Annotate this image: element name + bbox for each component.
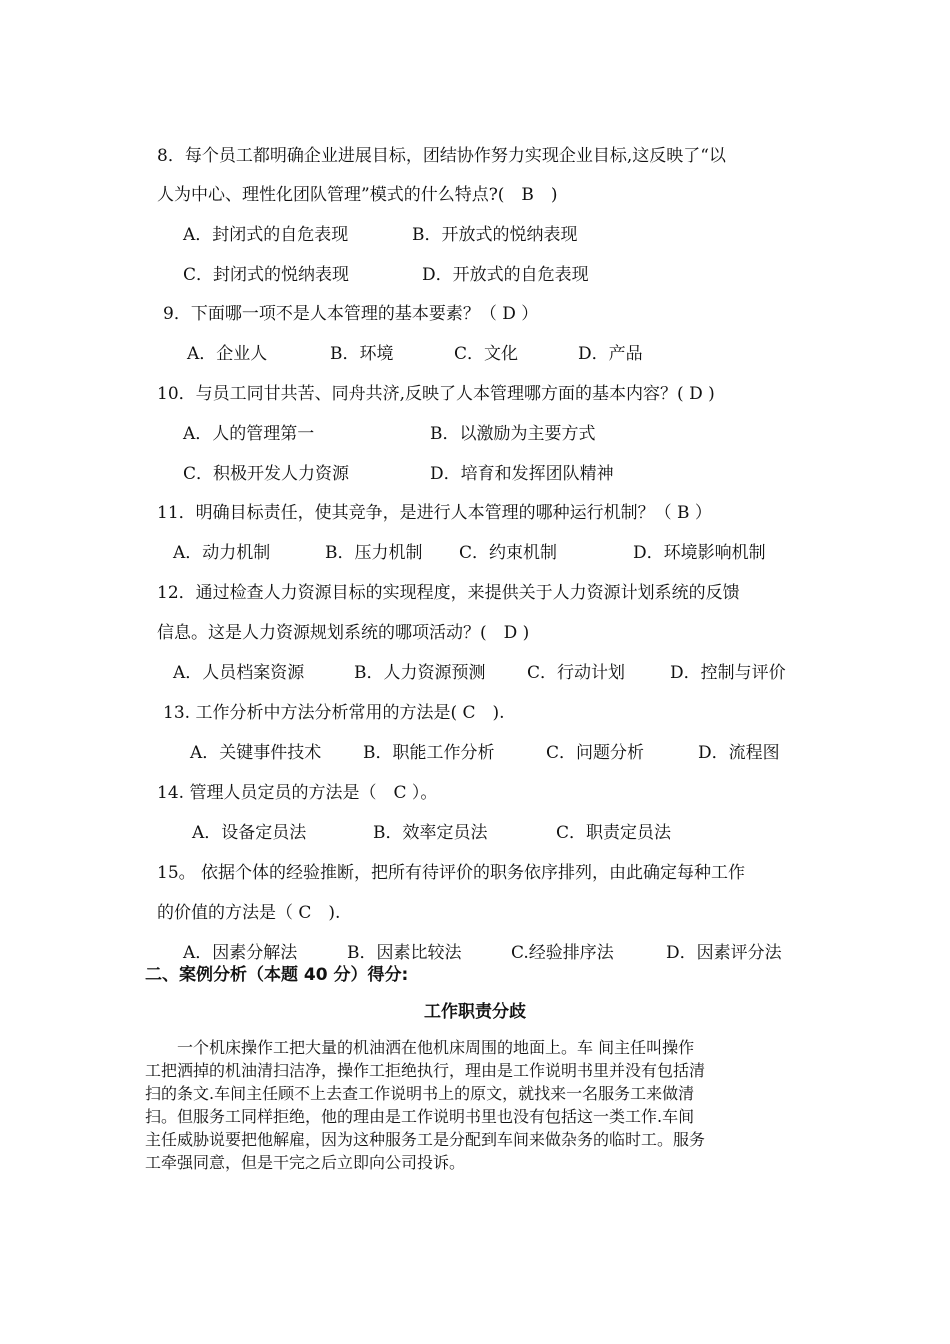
question-11-option-d: D．环境影响机制 — [633, 543, 766, 563]
section-heading: 二、案例分析（本题 40 分）得分: — [145, 965, 409, 985]
question-10-option-c: C．积极开发人力资源 — [183, 464, 350, 484]
case-paragraph-line: 扫。但服务工同样拒绝，他的理由是工作说明书里也没有包括这一类工作.车间 — [145, 1107, 695, 1126]
case-title: 工作职责分歧 — [424, 1002, 526, 1022]
question-13-option-c: C．问题分析 — [546, 743, 645, 763]
question-12-line-1: 12．通过检查人力资源目标的实现程度，来提供关于人力资源计划系统的反馈 — [157, 583, 740, 603]
question-15-option-a: A．因素分解法 — [183, 943, 298, 963]
question-13-option-d: D．流程图 — [698, 743, 780, 763]
question-8-line-2: 人为中心、理性化团队管理”模式的什么特点?( B ) — [157, 185, 558, 205]
case-paragraph-line: 工牵强同意，但是干完之后立即向公司投诉。 — [145, 1153, 466, 1172]
case-paragraph — [145, 1036, 810, 1174]
question-8-line-1: 8．每个员工都明确企业进展目标，团结协作努力实现企业目标,这反映了“以 — [157, 146, 726, 166]
question-15-line-2: 的价值的方法是（ C ). — [157, 903, 341, 923]
question-10-option-a: A．人的管理第一 — [183, 424, 315, 444]
question-14-option-b: B．效率定员法 — [373, 823, 488, 843]
case-paragraph-line: 一个机床操作工把大量的机油洒在他机床周围的地面上。车 间主任叫操作 — [145, 1038, 695, 1057]
question-10-option-d: D．培育和发挥团队精神 — [430, 464, 614, 484]
question-9-option-b: B．环境 — [330, 344, 394, 364]
question-12-option-b: B．人力资源预测 — [354, 663, 486, 683]
question-13-line-1: 13. 工作分析中方法分析常用的方法是( C ). — [163, 703, 522, 723]
question-9-option-a: A．企业人 — [187, 344, 268, 364]
question-11-option-a: A．动力机制 — [173, 543, 271, 563]
question-12-option-c: C．行动计划 — [527, 663, 626, 683]
question-15-option-c: C.经验排序法 — [511, 943, 614, 963]
question-14-option-a: A．设备定员法 — [192, 823, 307, 843]
case-paragraph-line: 工把洒掉的机油清扫洁净，操作工拒绝执行，理由是工作说明书里并没有包括清 — [145, 1061, 706, 1080]
question-9-line-1: 9．下面哪一项不是人本管理的基本要素？（ D ） — [163, 304, 539, 324]
case-paragraph-line: 扫的条文.车间主任顾不上去查工作说明书上的原文，就找来一名服务工来做清 — [145, 1084, 695, 1103]
question-13-option-b: B．职能工作分析 — [363, 743, 495, 763]
question-10-line-1: 10．与员工同甘共苦、同舟共济,反映了人本管理哪方面的基本内容？( D ) — [157, 384, 715, 404]
question-8-option-d: D．开放式的自危表现 — [422, 265, 589, 285]
question-12-option-d: D．控制与评价 — [670, 663, 786, 683]
question-12-option-a: A．人员档案资源 — [173, 663, 305, 683]
case-paragraph-line: 主任威胁说要把他解雇，因为这种服务工是分配到车间来做杂务的临时工。服务 — [145, 1130, 706, 1149]
question-11-option-c: C．约束机制 — [459, 543, 558, 563]
question-15-option-b: B．因素比较法 — [347, 943, 462, 963]
question-9-option-d: D．产品 — [578, 344, 643, 364]
question-11-option-b: B．压力机制 — [325, 543, 423, 563]
question-9-option-c: C．文化 — [454, 344, 519, 364]
question-13-option-a: A．关键事件技术 — [190, 743, 322, 763]
question-8-option-a: A．封闭式的自危表现 — [183, 225, 349, 245]
question-11-line-1: 11．明确目标责任，使其竞争，是进行人本管理的哪种运行机制？（ B ） — [157, 503, 712, 523]
question-14-option-c: C．职责定员法 — [556, 823, 672, 843]
question-10-option-b: B．以激励为主要方式 — [430, 424, 596, 444]
question-15-option-d: D．因素评分法 — [666, 943, 782, 963]
question-12-line-2: 信息。这是人力资源规划系统的哪项活动？( D ) — [157, 623, 530, 643]
question-15-line-1: 15。 依据个体的经验推断，把所有待评价的职务依序排列，由此确定每种工作 — [157, 863, 746, 883]
question-8-option-b: B．开放式的悦纳表现 — [412, 225, 578, 245]
question-8-option-c: C．封闭式的悦纳表现 — [183, 265, 350, 285]
question-14-line-1: 14. 管理人员定员的方法是（ C ）。 — [157, 783, 438, 803]
